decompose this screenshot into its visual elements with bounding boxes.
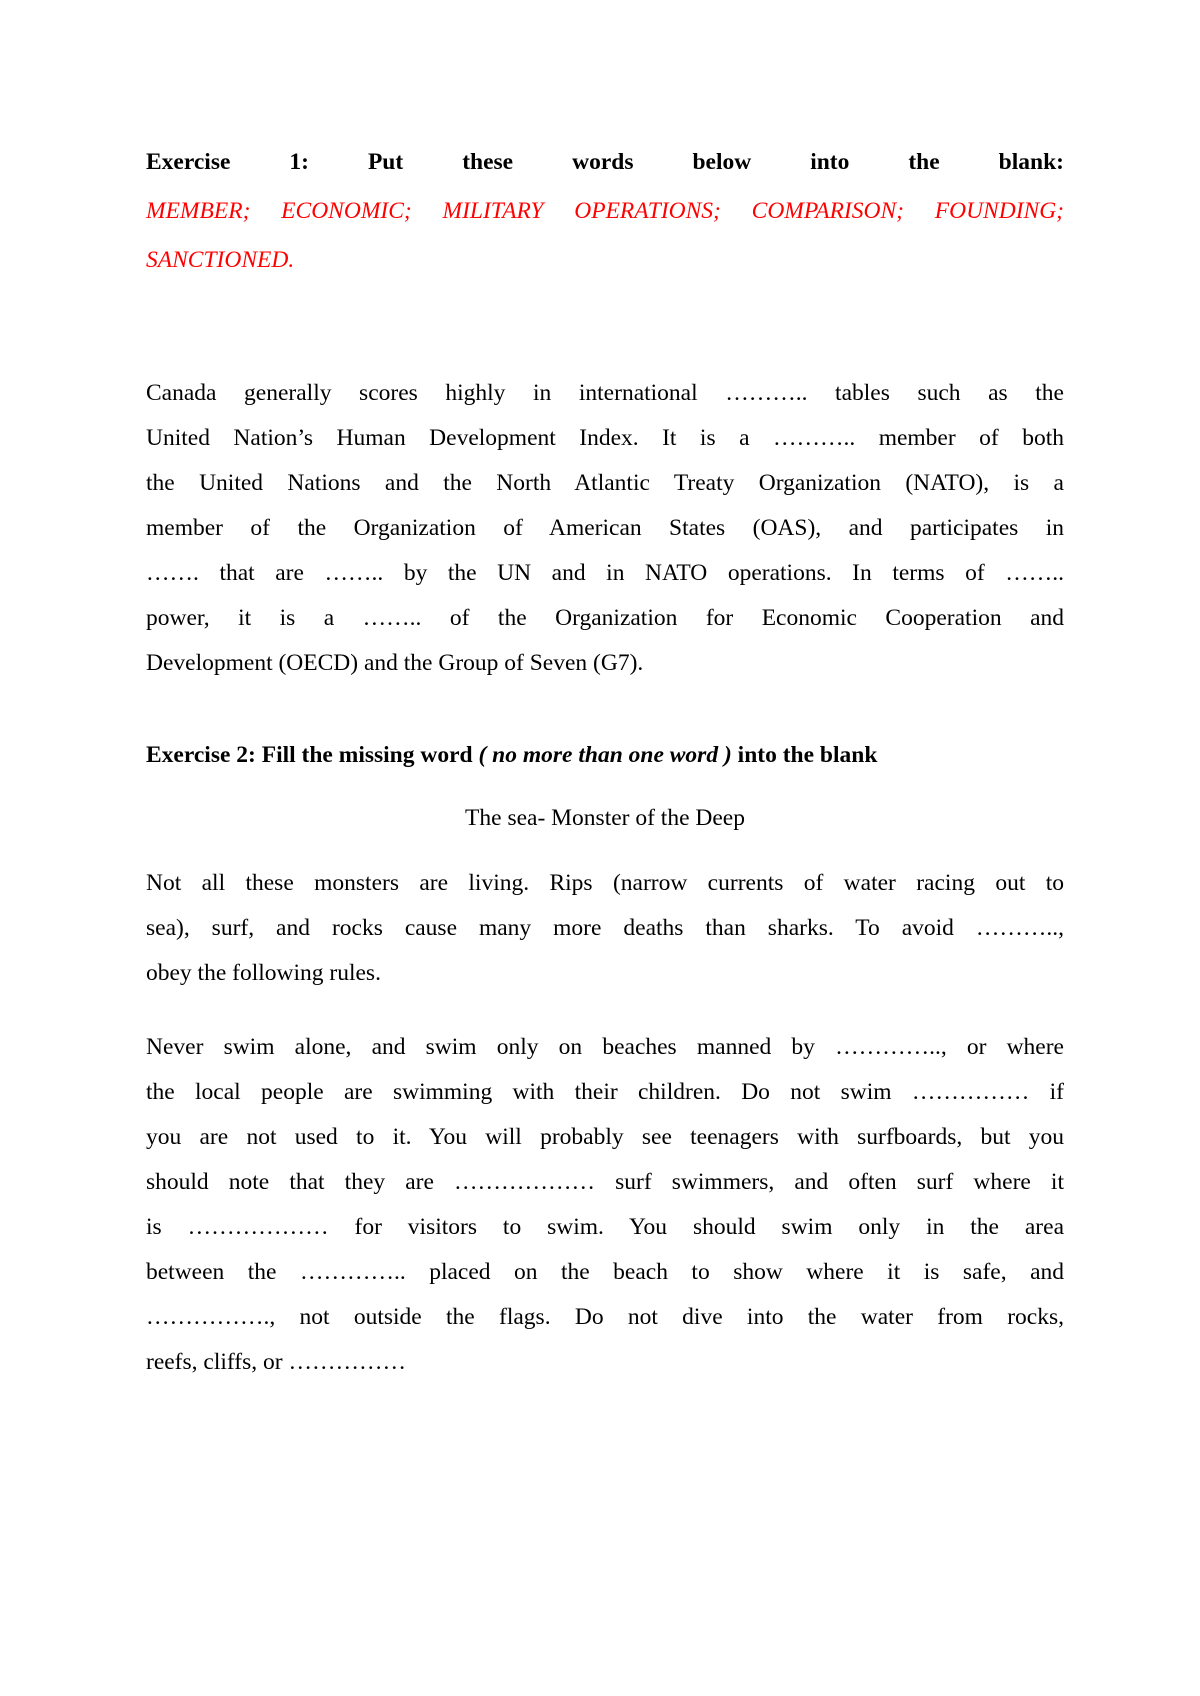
paragraph-line: Not all these monsters are living. Rips (narrow currents of water racing out to: [146, 870, 1064, 896]
passage-line: ……. that are …….. by the UN and in NATO operations. In terms of ……..: [146, 560, 1064, 586]
passage-title: The sea- Monster of the Deep: [465, 805, 745, 831]
paragraph-line: you are not used to it. You will probably see teenagers with surfboards, but you: [146, 1124, 1064, 1150]
exercise2-heading-end: into the blank: [731, 742, 878, 768]
passage-line: United Nation’s Human Development Index. It is a ……….. member of both: [146, 425, 1064, 451]
word-list-line-2: SANCTIONED.: [146, 247, 295, 273]
passage-line: Canada generally scores highly in international ……….. tables such as the: [146, 380, 1064, 406]
paragraph-line: the local people are swimming with their children. Do not swim …………… if: [146, 1079, 1064, 1105]
exercise2-heading-note: ( no more than one word ): [478, 742, 732, 768]
paragraph-line: reefs, cliffs, or ……………: [146, 1349, 406, 1375]
exercise1-heading: Exercise 1: Put these words below into the blank:: [146, 149, 1064, 175]
exercise2-heading-start: Exercise 2: Fill the missing word: [146, 742, 479, 768]
paragraph-line: Never swim alone, and swim only on beaches manned by ………….., or where: [146, 1034, 1064, 1060]
paragraph-line: should note that they are ……………… surf swimmers, and often surf where it: [146, 1169, 1064, 1195]
passage-line: member of the Organization of American States (OAS), and participates in: [146, 515, 1064, 541]
word-list-line-1: MEMBER; ECONOMIC; MILITARY OPERATIONS; COMPARISON; FOUNDING;: [146, 198, 1064, 224]
passage-line: Development (OECD) and the Group of Seven (G7).: [146, 650, 644, 676]
passage-line: power, it is a …….. of the Organization for Economic Cooperation and: [146, 605, 1064, 631]
paragraph-line: ……………., not outside the flags. Do not dive into the water from rocks,: [146, 1304, 1064, 1330]
passage-line: the United Nations and the North Atlantic Treaty Organization (NATO), is a: [146, 470, 1064, 496]
paragraph-line: between the ………….. placed on the beach to show where it is safe, and: [146, 1259, 1064, 1285]
paragraph-line: obey the following rules.: [146, 960, 381, 986]
paragraph-line: sea), surf, and rocks cause many more deaths than sharks. To avoid ………..,: [146, 915, 1064, 941]
paragraph-line: is ……………… for visitors to swim. You should swim only in the area: [146, 1214, 1064, 1240]
exercise2-heading: [146, 740, 1064, 770]
